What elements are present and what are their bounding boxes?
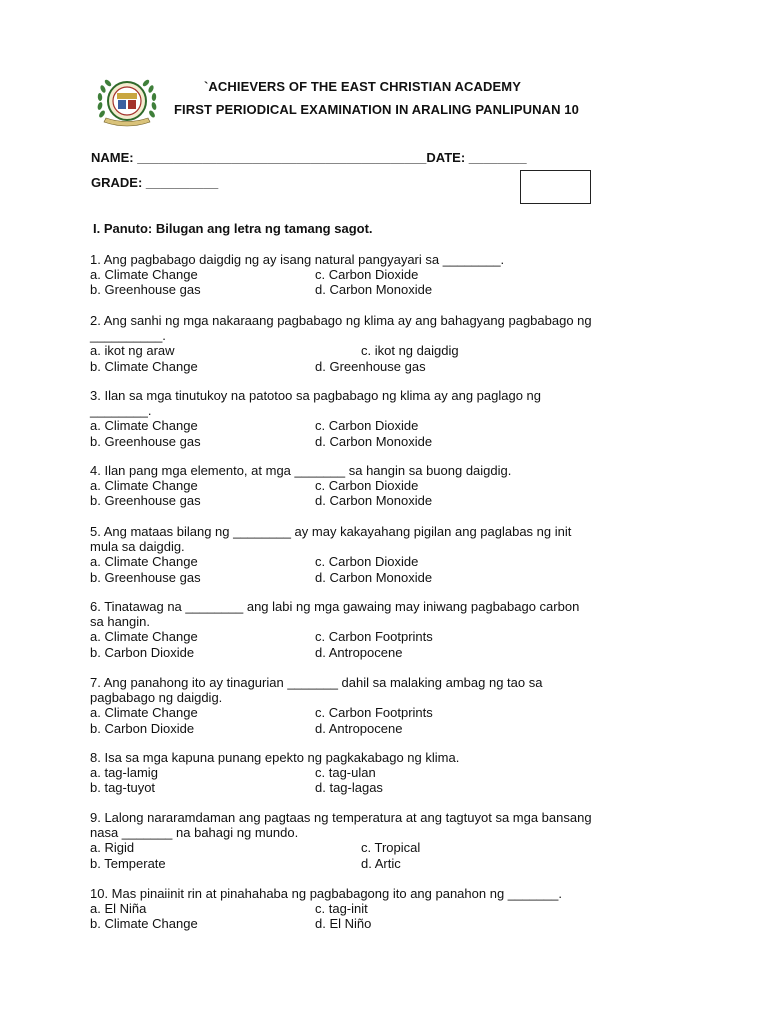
question-7 [90,675,542,736]
question-stem: 6. Tinatawag na ________ ang labi ng mga gawaing may iniwang pagbabago carbon [90,599,580,614]
choice-d[interactable]: d. Carbon Monoxide [315,282,433,298]
choice-d[interactable]: d. Artic [361,855,401,871]
question-10 [90,886,562,932]
question-stem-cont: mula sa daigdig. [90,539,185,555]
choice-c[interactable]: c. Carbon Dioxide [315,267,419,283]
question-5 [90,524,571,585]
question-stem-cont: sa hangin. [90,614,150,630]
choice-b[interactable]: b. Carbon Dioxide [90,720,195,736]
choice-d[interactable]: d. Antropocene [315,644,403,660]
choice-b[interactable]: b. Climate Change [90,916,198,932]
choice-d[interactable]: d. Carbon Monoxide [315,493,433,509]
choice-b[interactable]: b. tag-tuyot [90,780,156,796]
choice-c[interactable]: c. Carbon Footprints [315,705,433,721]
choice-a[interactable]: a. Rigid [90,840,135,856]
question-6 [90,599,579,660]
school-seal-icon [94,76,160,128]
choice-c[interactable]: c. Carbon Dioxide [315,478,419,494]
question-stem-cont: nasa _______ na bahagi ng mundo. [90,825,299,841]
choice-b[interactable]: b. Greenhouse gas [90,433,201,449]
question-8 [90,750,459,796]
question-stem: 5. Ang mataas bilang ng ________ ay may kakayahang pigilan ang paglabas ng init [90,524,572,539]
choice-a[interactable]: a. Climate Change [90,554,198,570]
choice-a[interactable]: a. El Niña [90,901,147,917]
question-stem: 4. Ilan pang mga elemento, at mga _______ sa hangin sa buong daigdig. [90,463,512,478]
choice-d[interactable]: d. tag-lagas [315,780,383,796]
question-stem: 2. Ang sanhi ng mga nakaraang pagbabago ng klima ay ang bahagyang pagbabago ng [90,313,592,328]
question-stem: 10. Mas pinaiinit rin at pinahahaba ng pagbabagong ito ang panahon ng _______. [90,886,563,901]
name-date-field[interactable]: NAME: ________________________________________DATE: ________ [91,150,527,165]
choice-b[interactable]: b. Climate Change [90,358,198,374]
choice-d[interactable]: d. Greenhouse gas [315,358,426,374]
choice-d[interactable]: d. El Niño [315,916,372,932]
choice-a[interactable]: a. Climate Change [90,629,198,645]
question-stem: 3. Ilan sa mga tinutukoy na patotoo sa pagbabago ng klima ay ang paglago ng [90,388,541,403]
question-2 [90,313,592,374]
question-4 [90,463,511,509]
question-stem-cont: __________. [90,328,166,344]
score-box [520,170,591,204]
question-stem-cont: pagbabago ng daigdig. [90,690,223,706]
question-stem: 9. Lalong nararamdaman ang pagtaas ng temperatura at ang tagtuyot sa mga bansang [90,810,592,825]
choice-a[interactable]: a. ikot ng araw [90,343,175,359]
choice-b[interactable]: b. Temperate [90,855,166,871]
choice-d[interactable]: d. Carbon Monoxide [315,569,433,585]
school-name: `ACHIEVERS OF THE EAST CHRISTIAN ACADEMY [204,79,521,94]
question-stem-cont: ________. [90,403,152,419]
grade-field[interactable]: GRADE: __________ [91,175,219,190]
question-stem: 7. Ang panahong ito ay tinagurian _______ dahil sa malaking ambag ng tao sa [90,675,543,690]
choice-b[interactable]: b. Greenhouse gas [90,282,201,298]
choice-c[interactable]: c. tag-init [315,901,368,917]
choice-c[interactable]: c. Carbon Footprints [315,629,433,645]
exam-title: FIRST PERIODICAL EXAMINATION IN ARALING PANLIPUNAN 10 [174,102,579,117]
choice-c[interactable]: c. Tropical [361,840,421,856]
choice-a[interactable]: a. tag-lamig [90,765,158,781]
choice-c[interactable]: c. tag-ulan [315,765,376,781]
choice-c[interactable]: c. ikot ng daigdig [361,343,459,359]
question-3 [90,388,541,449]
question-9 [90,810,592,871]
choice-d[interactable]: d. Antropocene [315,720,403,736]
choice-b[interactable]: b. Greenhouse gas [90,569,201,585]
choice-a[interactable]: a. Climate Change [90,705,198,721]
question-1 [90,252,504,298]
choice-a[interactable]: a. Climate Change [90,478,198,494]
choice-c[interactable]: c. Carbon Dioxide [315,554,419,570]
choice-b[interactable]: b. Carbon Dioxide [90,644,195,660]
choice-b[interactable]: b. Greenhouse gas [90,493,201,509]
choice-a[interactable]: a. Climate Change [90,418,198,434]
choice-d[interactable]: d. Carbon Monoxide [315,433,433,449]
instructions: I. Panuto: Bilugan ang letra ng tamang sagot. [93,221,373,236]
question-stem: 1. Ang pagbabago daigdig ng ay isang natural pangyayari sa ________. [90,252,505,267]
choice-c[interactable]: c. Carbon Dioxide [315,418,419,434]
choice-a[interactable]: a. Climate Change [90,267,198,283]
question-stem: 8. Isa sa mga kapuna punang epekto ng pagkakabago ng klima. [90,750,460,765]
